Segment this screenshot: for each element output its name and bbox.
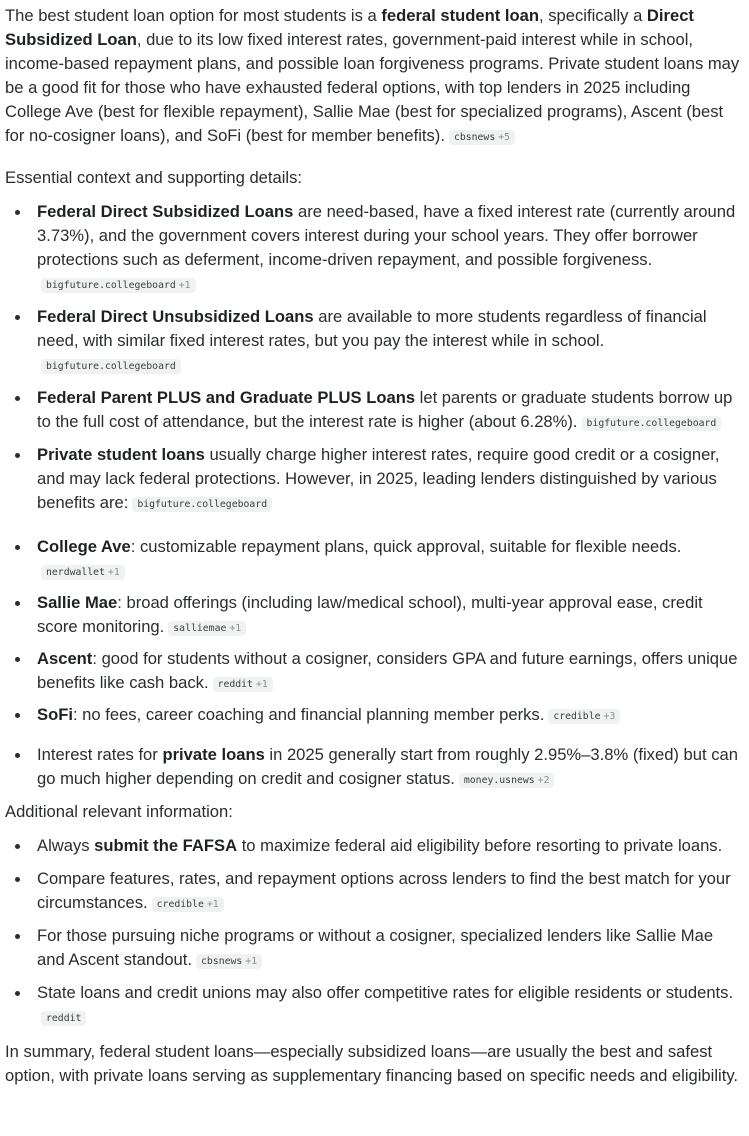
intro-text: , specifically a — [539, 6, 647, 25]
item-text: For those pursuing niche programs or without a cosigner, specialized lenders like Sallie Mae and Ascent standout. — [37, 926, 714, 969]
citation-source: reddit — [217, 679, 253, 690]
item-text: are available to more students regardless of financial need, with similar fixed interest rates, but you pay the interest while in school. — [37, 307, 707, 350]
citation-source: reddit — [46, 1013, 82, 1024]
context-heading: Essential context and supporting details: — [5, 168, 303, 187]
lender-name: Ascent — [37, 649, 93, 668]
item-text: to maximize federal aid eligibility before resorting to private loans. — [237, 836, 723, 855]
lender-name: SoFi — [37, 705, 73, 724]
citation-chip[interactable] — [196, 954, 262, 969]
item-bold: Federal Direct Unsubsidized Loans — [37, 307, 314, 326]
item-text: Always — [37, 836, 95, 855]
lender-name: Sallie Mae — [37, 593, 118, 612]
additional-list — [5, 834, 744, 1029]
lender-text: : no fees, career coaching and financial planning member perks. — [72, 705, 545, 724]
citation-more: +1 — [107, 567, 120, 578]
citation-source: bigfuture.collegeboard — [586, 418, 717, 429]
citation-chip[interactable] — [459, 773, 555, 788]
citation-more: +1 — [255, 679, 268, 690]
list-item — [5, 981, 744, 1029]
item-text: in 2025 generally start from roughly 2.95%–3.8% (fixed) but can go much higher depending on credit and cosigner status. — [37, 745, 738, 788]
list-item — [5, 867, 744, 915]
item-text: Interest rates for — [37, 745, 163, 764]
citation-more: +1 — [178, 280, 191, 291]
lender-item-sofi — [5, 703, 744, 727]
item-bold: Federal Direct Subsidized Loans — [37, 202, 294, 221]
citation-more: +2 — [537, 775, 550, 786]
citation-chip[interactable] — [41, 278, 196, 293]
item-bold: submit the FAFSA — [94, 836, 238, 855]
lender-text: : good for students without a cosigner, considers GPA and future earnings, offers unique benefits like cash back. — [37, 649, 738, 692]
lender-item-college-ave — [5, 535, 744, 583]
citation-chip[interactable] — [168, 621, 246, 636]
citation-more: +1 — [229, 623, 242, 634]
lender-item-sallie-mae — [5, 591, 744, 639]
intro-text: The best student loan option for most students is a — [5, 6, 382, 25]
item-text: let parents or graduate students borrow up to the full cost of attendance, but the interest rate is higher (about 6.28%). — [37, 388, 733, 431]
citation-source: credible — [553, 711, 601, 722]
lender-text: : customizable repayment plans, quick approval, suitable for flexible needs. — [130, 537, 682, 556]
item-bold: Private student loans — [37, 445, 205, 464]
list-item — [5, 200, 744, 296]
intro-text: , due to its low fixed interest rates, government-paid interest while in school, income-based repayment plans, and possible loan forgiveness programs. Private student loans may be a good fit for those who have exhausted federal options, with top lenders in 2025 including College Ave (best for flexible repayment), Sallie Mae (best for specialized programs), Ascent (best for no-cosigner loans), and SoFi (best for member benefits). — [5, 30, 740, 145]
lender-list — [5, 535, 744, 727]
citation-source: bigfuture.collegeboard — [137, 499, 268, 510]
intro-paragraph — [5, 4, 744, 148]
list-item — [5, 443, 744, 515]
context-list — [5, 200, 744, 791]
citation-source: money.usnews — [463, 775, 535, 786]
intro-bold-federal: federal student loan — [381, 6, 540, 25]
citation-more: +5 — [498, 132, 511, 143]
item-bold: Federal Parent PLUS and Graduate PLUS Loans — [37, 388, 416, 407]
item-text: usually charge higher interest rates, require good credit or a cosigner, and may lack federal protections. However, in 2025, leading lenders distinguished by various benefits are: — [37, 445, 720, 512]
additional-heading: Additional relevant information: — [5, 802, 233, 821]
item-bold: private loans — [162, 745, 265, 764]
citation-chip[interactable] — [152, 897, 224, 912]
citation-more: +1 — [245, 956, 258, 967]
citation-source: bigfuture.collegeboard — [46, 361, 176, 372]
citation-source: cbsnews — [453, 132, 496, 143]
list-item — [5, 924, 744, 972]
citation-chip[interactable] — [213, 677, 273, 692]
summary-paragraph: In summary, federal student loans—especially subsidized loans—are usually the best and safest option, with private loans serving as supplementary financing based on specific needs and eligibility. — [5, 1042, 739, 1085]
item-text: are need-based, have a fixed interest rate (currently around 3.73%), and the government covers interest during your school years. They offer borrower protections such as deferment, income-driven repayment, and possible forgiveness. — [37, 202, 736, 269]
list-item — [5, 305, 744, 377]
lender-item-ascent — [5, 647, 744, 695]
list-item — [5, 743, 744, 791]
citation-chip[interactable] — [132, 497, 272, 512]
lender-name: College Ave — [37, 537, 131, 556]
lender-list-container — [5, 535, 744, 727]
citation-source: salliemae — [173, 623, 227, 634]
item-text: State loans and credit unions may also offer competitive rates for eligible residents or students. — [37, 983, 734, 1002]
citation-source: cbsnews — [201, 956, 243, 967]
citation-chip[interactable] — [582, 416, 722, 431]
intro-bold-subsidized: Direct Subsidized Loan — [5, 6, 694, 49]
citation-chip[interactable] — [41, 565, 125, 580]
item-text: Compare features, rates, and repayment options across lenders to find the best match for your circumstances. — [37, 869, 731, 912]
citation-chip[interactable] — [41, 1011, 86, 1026]
citation-source: nerdwallet — [46, 567, 105, 578]
citation-chip[interactable] — [41, 359, 181, 374]
citation-chip[interactable] — [449, 130, 515, 145]
citation-more: +1 — [206, 899, 219, 910]
citation-more: +3 — [603, 711, 616, 722]
citation-source: credible — [156, 899, 204, 910]
citation-chip[interactable] — [548, 709, 620, 724]
list-item — [5, 834, 744, 858]
list-item — [5, 386, 744, 434]
citation-source: bigfuture.collegeboard — [46, 280, 176, 291]
lender-text: : broad offerings (including law/medical school), multi-year approval ease, credit score monitoring. — [37, 593, 703, 636]
